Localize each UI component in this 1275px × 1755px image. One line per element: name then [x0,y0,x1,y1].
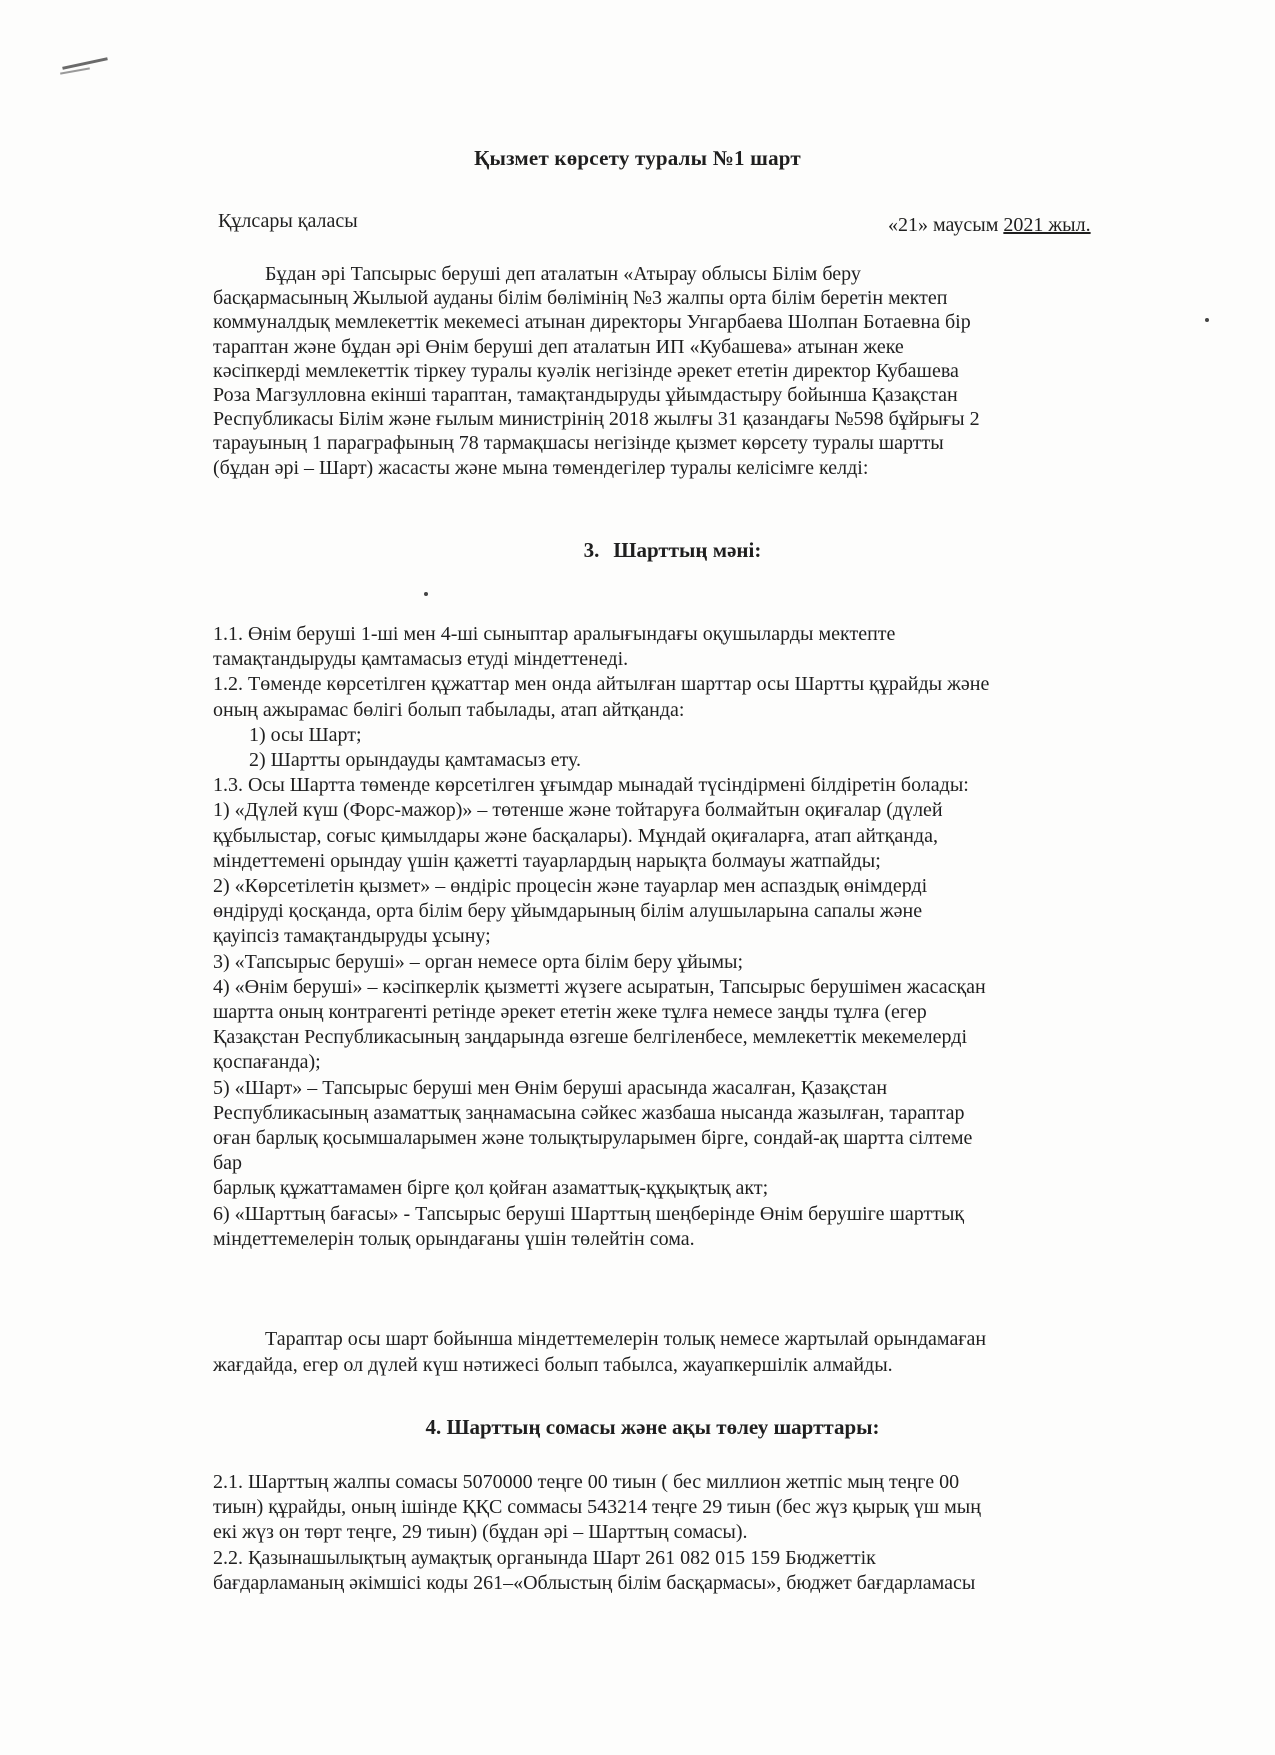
text-line: шартта оның контрагенті ретінде әрекет ететін жеке тұлға немесе заңды тұлға (егер [213,1001,927,1024]
text-line: тиын) құрайды, оның ішінде ҚҚС соммасы 543214 теңге 29 тиын (бес жүз қырық үш мың [213,1496,981,1519]
text-line: жағдайда, егер ол дүлей күш нәтижесі болып табылса, жауапкершілік алмайды. [213,1354,893,1376]
text-line: оның ажырамас бөлігі болып табылады, атап айтқанда: [213,698,685,721]
list-item: 1) осы Шарт; [249,723,362,746]
text-line: Республикасы Білім және ғылым министрінің 2018 жылғы 31 қазандағы №598 бұйрығы 2 [213,408,980,431]
contract-date [888,214,1091,237]
text-line: 1.2. Төменде көрсетілген құжаттар мен онда айтылған шарттар осы Шартты құрайды және [213,673,990,696]
section-3-body [213,622,1163,1252]
text-line: құбылыстар, соғыс қимылдары және басқалары). Мұндай оқиғаларға, атап айтқанда, [213,824,938,847]
liability-paragraph [213,1326,1163,1378]
section-4-body [213,1470,1163,1596]
text-line: 1.1. Өнім беруші 1-ші мен 4-ші сыныптар аралығындағы оқушыларды мектепте [213,623,896,645]
text-line: тарауының 1 параграфының 78 тармақшасы негізінде қызмет көрсету туралы шартты [213,432,944,455]
text-line: 3) «Тапсырыс беруші» – орган немесе орта білім беру ұйымы; [213,950,744,973]
text-line: бар [213,1152,243,1175]
text-line: 1.3. Осы Шартта төменде көрсетілген ұғымдар мынадай түсіндірмені білдіретін болады: [213,774,969,797]
text-line: 2.1. Шарттың жалпы сомасы 5070000 теңге 00 тиын ( бес миллион жетпіс мың теңге 00 [213,1471,960,1493]
text-line: 2.2. Қазынашылықтың аумақтық органында Шарт 261 082 015 159 Бюджеттік [213,1546,876,1569]
text-line: 4) «Өнім беруші» – кәсіпкерлік қызметті жүзеге асыратын, Тапсырыс берушімен жасасқан [213,975,986,998]
text-line: 6) «Шарттың бағасы» - Тапсырыс беруші Шарттың шеңберінде Өнім берушіге шарттық [213,1202,965,1225]
text-line: өндіруді қосқанда, орта білім беру ұйымдарының білім алушыларына сапалы және [213,900,923,923]
preamble-paragraph [213,262,1163,480]
text-line: Тараптар осы шарт бойынша міндеттемелерін толық немесе жартылай орындамаған [265,1328,987,1350]
text-line: міндеттемелерін толық орындағаны үшін төлейтін сома. [213,1227,695,1250]
contract-place: Құлсары қаласы [218,210,358,232]
text-line: (бұдан әрі – Шарт) жасасты және мына төмендегілер туралы келісімге келді: [213,456,869,479]
section-4-heading: 4. Шарттың сомасы және ақы төлеу шарттары: [425,1415,880,1439]
text-line: тараптан және бұдан әрі Өнім беруші деп аталатын ИП «Кубашева» атынан жеке [213,335,904,358]
text-line: 2) «Көрсетілетін қызмет» – өндіріс процесін және тауарлар мен аспаздық өнімдерді [213,875,928,898]
text-line: Қазақстан Республикасының заңдарында өзгеше белгіленбесе, мемлекеттік мекемелерді [213,1026,967,1049]
scan-artifact-dot [1205,318,1209,322]
text-line: қауіпсіз тамақтандыруды ұсыну; [213,925,491,948]
contract-date-year: 2021 жыл. [1003,214,1091,236]
text-line: қоспағанда); [213,1051,321,1074]
text-line: коммуналдық мемлекеттік мекемесі атынан директоры Унгарбаева Шолпан Ботаевна бір [213,311,971,334]
text-line: екі жүз он төрт теңге, 29 тиын) (бұдан әрі – Шарттың сомасы). [213,1521,748,1544]
text-line: оған барлық қосымшаларымен және толықтыруларымен бірге, сондай-ақ шартта сілтеме [213,1127,973,1150]
section-title: Шарттың мәні: [613,538,762,562]
scan-artifact-dot [424,592,428,596]
text-line: тамақтандыруды қамтамасыз етуді міндеттенеді. [213,648,629,671]
text-line: Республикасының азаматтық заңнамасына сәйкес жазбаша нысанда жазылған, тараптар [213,1101,965,1124]
text-line: барлық құжаттамамен бірге қол қойған азаматтық-құқықтық акт; [213,1177,769,1200]
text-line: Бұдан әрі Тапсырыс беруші деп аталатын «Атырау облысы Білім беру [265,263,861,285]
text-line: кәсіпкерді мемлекеттік тіркеу туралы куәлік негізінде әрекет ететін директор Кубашева [213,359,959,382]
section-3-heading [0,538,1275,563]
text-line: міндеттемені орындау үшін қажетті тауарлардың нарықта болмауы жатпайды; [213,849,881,872]
document-title: Қызмет көрсету туралы №1 шарт [474,146,801,170]
text-line: 5) «Шарт» – Тапсырыс беруші мен Өнім беруші арасында жасалған, Қазақстан [213,1076,888,1099]
text-line: Роза Магзулловна екінші тараптан, тамақтандыруды ұйымдастыру бойынша Қазақстан [213,384,958,407]
text-line: басқармасының Жылыой ауданы білім бөлімінің №3 жалпы орта білім беретін мектеп [213,287,948,310]
contract-date-day: «21» маусым [888,214,999,236]
text-line: бағдарламаның әкімшісі коды 261–«Облыстың білім басқармасы», бюджет бағдарламасы [213,1571,976,1594]
section-number: 3. [583,538,600,562]
list-item: 2) Шартты орындауды қамтамасыз ету. [249,749,581,772]
text-line: 1) «Дүлей күш (Форс-мажор)» – төтенше және тойтаруға болмайтын оқиғалар (дүлей [213,799,943,822]
